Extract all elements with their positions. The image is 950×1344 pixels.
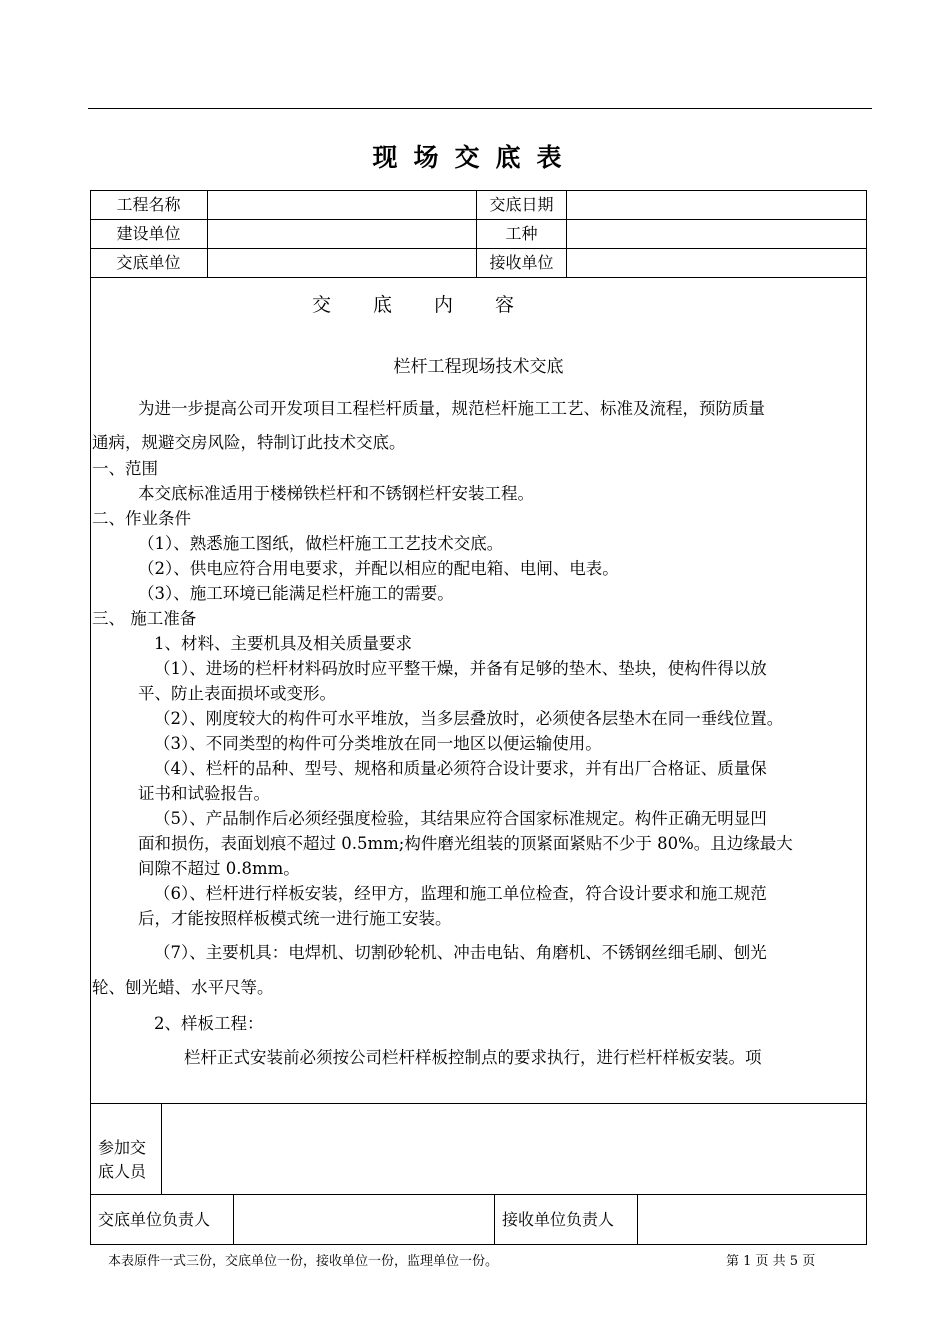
content-line: 为进一步提高公司开发项目工程栏杆质量，规范栏杆施工工艺、标准及流程，预防质量 bbox=[138, 399, 765, 418]
row-divider bbox=[90, 1194, 867, 1195]
date-label: 交底日期 bbox=[489, 195, 554, 214]
top-rule bbox=[88, 108, 872, 109]
page-number: 第 1 页 共 5 页 bbox=[726, 1254, 816, 1269]
content-line: （2）、供电应符合用电要求，并配以相应的配电箱、电闸、电表。 bbox=[138, 559, 619, 578]
content-subtitle: 栏杆工程现场技术交底 bbox=[393, 357, 564, 377]
receiving-leader-label: 接收单位负责人 bbox=[502, 1210, 615, 1229]
content-line: 间隙不超过 0.8mm。 bbox=[138, 859, 300, 878]
content-line: （5）、产品制作后必须经强度检验，其结果应符合国家标准规定。构件正确无明显凹 bbox=[154, 809, 767, 828]
content-line: 面和损伤，表面划痕不超过 0.5mm;构件磨光组装的顶紧面紧贴不少于 80%。且边缘最大 bbox=[138, 834, 793, 853]
footer-note: 本表原件一式三份，交底单位一份，接收单位一份，监理单位一份。 bbox=[108, 1254, 499, 1269]
col-divider bbox=[566, 190, 567, 277]
content-heading: 交底内容 bbox=[311, 294, 556, 316]
content-line: （2）、刚度较大的构件可水平堆放，当多层叠放时，必须使各层垫木在同一垂线位置。 bbox=[154, 709, 784, 728]
content-line: 栏杆正式安装前必须按公司栏杆样板控制点的要求执行，进行栏杆样板安装。项 bbox=[184, 1048, 762, 1067]
content-line: 后，才能按照样板模式统一进行施工安装。 bbox=[138, 909, 452, 928]
content-line: 二、作业条件 bbox=[92, 509, 191, 528]
content-line: （1）、熟悉施工图纸，做栏杆施工工艺技术交底。 bbox=[138, 534, 504, 553]
content-line: （3）、施工环境已能满足栏杆施工的需要。 bbox=[138, 584, 454, 603]
content-line: 平、防止表面损坏或变形。 bbox=[138, 684, 336, 703]
content-line: （7）、主要机具：电焊机、切割砂轮机、冲击电钻、角磨机、不锈钢丝细毛刷、刨光 bbox=[154, 943, 767, 962]
issuing-unit-label: 交底单位 bbox=[116, 253, 181, 272]
content-line: 三、 施工准备 bbox=[92, 609, 197, 628]
document-title: 现场交底表 bbox=[372, 143, 578, 172]
builder-label: 建设单位 bbox=[116, 224, 181, 243]
col-divider bbox=[637, 1194, 638, 1245]
content-line: （3）、不同类型的构件可分类堆放在同一地区以便运输使用。 bbox=[154, 734, 602, 753]
content-line: 1、材料、主要机具及相关质量要求 bbox=[154, 634, 412, 653]
receiving-unit-label: 接收单位 bbox=[489, 253, 554, 272]
briefing-content bbox=[92, 282, 865, 1100]
content-line: 通病，规避交房风险，特制订此技术交底。 bbox=[92, 433, 406, 452]
content-line: 2、样板工程： bbox=[154, 1014, 264, 1033]
content-line: 证书和试验报告。 bbox=[138, 784, 270, 803]
col-divider bbox=[233, 1194, 234, 1245]
trade-label: 工种 bbox=[505, 224, 538, 243]
col-divider bbox=[494, 1194, 495, 1245]
participants-label: 参加交底人员 bbox=[98, 1138, 147, 1181]
content-line: （6）、栏杆进行样板安装，经甲方，监理和施工单位检查，符合设计要求和施工规范 bbox=[154, 884, 767, 903]
content-line: 本交底标准适用于楼梯铁栏杆和不锈钢栏杆安装工程。 bbox=[138, 484, 534, 503]
content-line: （4）、栏杆的品种、型号、规格和质量必须符合设计要求，并有出厂合格证、质量保 bbox=[154, 759, 767, 778]
content-line: （1）、进场的栏杆材料码放时应平整干燥，并备有足够的垫木、垫块，使构件得以放 bbox=[154, 659, 767, 678]
project-name-label: 工程名称 bbox=[116, 195, 181, 214]
issuing-leader-label: 交底单位负责人 bbox=[98, 1210, 211, 1229]
col-divider bbox=[161, 1103, 162, 1194]
row-divider bbox=[90, 1103, 867, 1104]
content-line: 一、范围 bbox=[92, 459, 158, 478]
row-divider bbox=[90, 277, 867, 278]
content-line: 轮、刨光蜡、水平尺等。 bbox=[92, 978, 274, 997]
col-divider bbox=[207, 190, 208, 277]
